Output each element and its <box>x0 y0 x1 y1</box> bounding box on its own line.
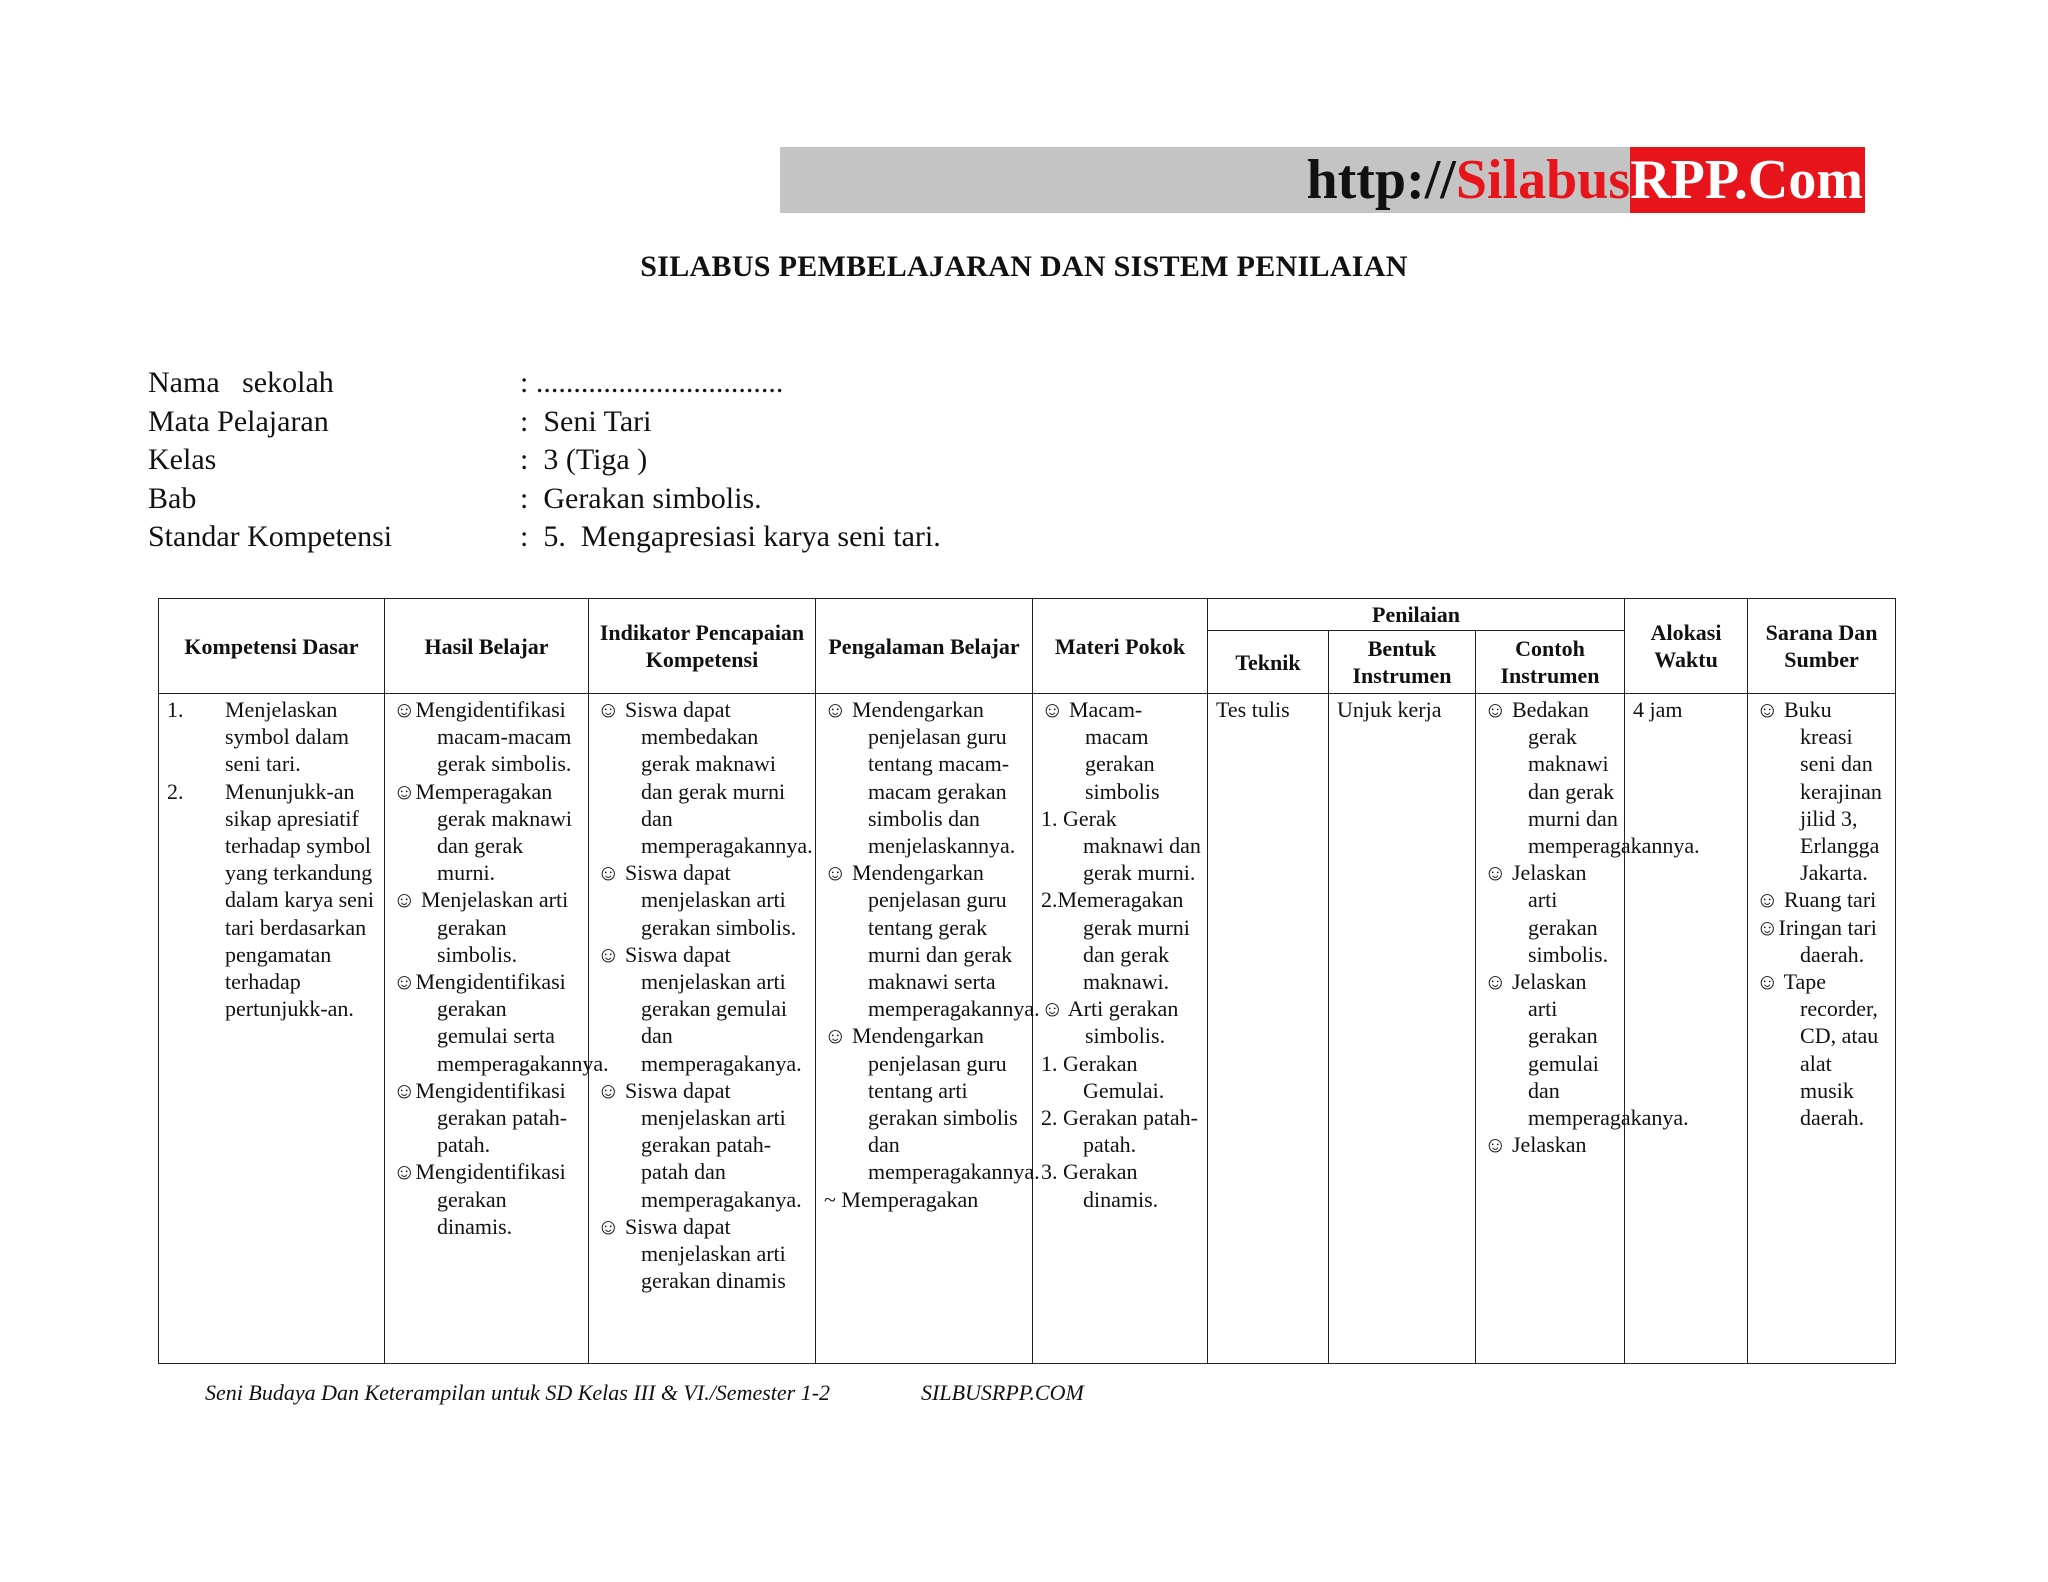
item-text: Mengidentifikasi gerakan dinamis. <box>415 1159 566 1239</box>
item-text: Macam-macam gerakan simbolis <box>1068 697 1160 804</box>
item-text: Siswa dapat menjelaskan arti gerakan gemulai dan memperagakanya. <box>624 941 802 1076</box>
item-text: Siswa dapat membedakan gerak maknawi dan gerak murni dan memperagakannya. <box>624 697 813 859</box>
list-item <box>1484 968 1689 1131</box>
item-text: Siswa dapat menjelaskan arti gerakan patah-patah dan memperagakanya. <box>624 1077 802 1212</box>
smiley-icon: ☺ <box>1756 914 1779 940</box>
list-item <box>824 1022 1040 1185</box>
item-text: Mengidentifikasi gerakan gemulai serta memperagakannya. <box>415 969 609 1076</box>
smiley-icon: ☺ <box>393 1077 416 1103</box>
smiley-icon: ☺ <box>1484 860 1507 886</box>
list-item <box>1484 859 1618 968</box>
footer-subject: Seni Budaya Dan Keterampilan untuk SD Kelas III & VI./Semester 1-2 <box>205 1380 831 1405</box>
meta-row-bab <box>148 482 941 521</box>
smiley-icon: ☺ <box>1484 969 1507 995</box>
list-item <box>1041 995 1201 1049</box>
smiley-icon: ☺ <box>393 887 416 913</box>
list-item <box>597 696 813 859</box>
list-item <box>1484 1131 1618 1158</box>
meta-value: : Gerakan simbolis. <box>520 481 762 515</box>
cell-kompetensi-dasar <box>159 694 385 1364</box>
header-bentuk-instrumen: Bentuk Instrumen <box>1329 631 1476 694</box>
smiley-icon: ☺ <box>824 697 847 722</box>
list-item <box>393 1158 582 1240</box>
list-item <box>1756 696 1889 886</box>
list-item: 1. Gerak maknawi dan gerak murni. <box>1041 805 1201 886</box>
list-item: ~ Memperagakan <box>824 1186 979 1212</box>
item-text: Jelaskan <box>1511 1132 1587 1158</box>
item-text: Menjelaskan arti gerakan simbolis. <box>420 887 569 967</box>
meta-label: Standar Kompetensi <box>148 520 393 553</box>
item-text: Tape recorder, CD, atau alat musik daerah. <box>1783 969 1879 1131</box>
list-item <box>597 1077 809 1213</box>
list-item <box>393 1077 582 1159</box>
syllabus-table <box>158 598 1896 1364</box>
item-text: Memperagakan gerak maknawi dan gerak murni. <box>415 778 572 886</box>
item-number: 2. <box>167 778 184 804</box>
meta-label: Bab <box>148 481 197 515</box>
header-indikator: Indikator Pencapaian Kompetensi <box>589 599 816 694</box>
cell-bentuk-instrumen: Unjuk kerja <box>1329 694 1476 1364</box>
smiley-icon: ☺ <box>393 697 416 722</box>
smiley-icon: ☺ <box>597 1213 620 1239</box>
header-alokasi-waktu: Alokasi Waktu <box>1625 599 1748 694</box>
cell-teknik: Tes tulis <box>1208 694 1329 1364</box>
list-item <box>393 778 582 887</box>
item-text: Buku kreasi seni dan kerajinan jilid 3, Erlangga Jakarta. <box>1784 697 1882 886</box>
meta-value: : Seni Tari <box>520 404 652 438</box>
item-text: Siswa dapat menjelaskan arti gerakan dinamis <box>624 1213 786 1294</box>
smiley-icon: ☺ <box>1756 697 1779 722</box>
list-item <box>393 968 609 1077</box>
document-meta <box>148 366 941 559</box>
list-item <box>1041 696 1201 805</box>
list-item: 2.Memeragakan gerak murni dan gerak maknawi. <box>1041 887 1190 995</box>
list-item <box>1756 886 1889 913</box>
cell-materi-pokok <box>1033 694 1208 1364</box>
smiley-icon: ☺ <box>1756 969 1779 995</box>
cell-alokasi-waktu: 4 jam <box>1625 694 1748 1364</box>
list-item: 2. Gerakan patah-patah. <box>1041 1105 1198 1158</box>
list-item <box>167 696 378 778</box>
header-kompetensi-dasar: Kompetensi Dasar <box>159 599 385 694</box>
list-item <box>393 886 582 968</box>
meta-row-mapel <box>148 405 941 444</box>
header-contoh-instrumen: Contoh Instrumen <box>1476 631 1625 694</box>
site-url[interactable] <box>1306 147 1865 213</box>
meta-value: : 3 (Tiga ) <box>520 443 648 476</box>
item-text: Arti gerakan simbolis. <box>1067 996 1179 1049</box>
meta-label: Mata Pelajaran <box>148 404 329 438</box>
footer-site: SILBUSRPP.COM <box>921 1380 1084 1405</box>
site-banner <box>780 147 1865 213</box>
item-text: Menjelaskan symbol dalam seni tari. <box>225 697 350 777</box>
cell-sarana-sumber <box>1748 694 1896 1364</box>
smiley-icon: ☺ <box>597 941 620 967</box>
list-item <box>167 778 378 1023</box>
cell-hasil-belajar <box>385 694 609 1364</box>
item-text: Mengidentifikasi gerakan patah-patah. <box>415 1077 568 1158</box>
header-materi-pokok: Materi Pokok <box>1033 599 1208 694</box>
smiley-icon: ☺ <box>597 697 620 722</box>
list-item <box>824 859 1040 1022</box>
list-item: 3. Gerakan dinamis. <box>1041 1159 1159 1212</box>
cell-indikator <box>589 694 816 1364</box>
list-item <box>597 941 809 1077</box>
header-hasil-belajar: Hasil Belajar <box>385 599 589 694</box>
meta-value: : ................................. <box>520 366 784 399</box>
item-text: Bedakan gerak maknawi dan gerak murni dan memperagakannya. <box>1511 697 1700 859</box>
smiley-icon: ☺ <box>1041 697 1064 722</box>
header-pengalaman-belajar: Pengalaman Belajar <box>816 599 1033 694</box>
url-rpp: RPP.Com <box>1630 149 1863 211</box>
smiley-icon: ☺ <box>393 778 416 804</box>
meta-row-sk <box>148 520 941 559</box>
smiley-icon: ☺ <box>393 969 416 995</box>
item-number: 1. <box>167 697 184 722</box>
list-item <box>1756 968 1889 1131</box>
item-text: Siswa dapat menjelaskan arti gerakan simbolis. <box>624 860 797 940</box>
item-text: Ruang tari <box>1784 887 1877 913</box>
meta-label: Kelas <box>148 443 217 476</box>
smiley-icon: ☺ <box>824 860 847 886</box>
smiley-icon: ☺ <box>1041 996 1064 1022</box>
item-text: Iringan tari daerah. <box>1778 914 1877 967</box>
header-penilaian: Penilaian <box>1208 599 1625 631</box>
smiley-icon: ☺ <box>1756 887 1779 913</box>
smiley-icon: ☺ <box>824 1023 847 1049</box>
list-item: 1. Gerakan Gemulai. <box>1041 1050 1165 1103</box>
header-teknik: Teknik <box>1208 631 1329 694</box>
url-protocol: http:// <box>1306 149 1456 211</box>
smiley-icon: ☺ <box>393 1159 416 1185</box>
list-item <box>824 696 1026 859</box>
smiley-icon: ☺ <box>597 860 620 886</box>
smiley-icon: ☺ <box>1484 697 1507 722</box>
header-sarana-sumber: Sarana Dan Sumber <box>1748 599 1896 694</box>
smiley-icon: ☺ <box>597 1077 620 1103</box>
document-title: SILABUS PEMBELAJARAN DAN SISTEM PENILAIAN <box>640 250 1408 283</box>
list-item <box>597 859 809 941</box>
list-item <box>597 1213 809 1295</box>
item-text: Jelaskan arti gerakan gemulai dan memperagakanya. <box>1511 969 1689 1131</box>
meta-row-kelas <box>148 443 941 482</box>
meta-value: : 5. Mengapresiasi karya seni tari. <box>520 520 941 553</box>
item-text: Jelaskan arti gerakan simbolis. <box>1511 860 1609 967</box>
cell-pengalaman-belajar <box>816 694 1040 1364</box>
smiley-icon: ☺ <box>1484 1132 1507 1158</box>
page-footer <box>205 1380 1084 1406</box>
item-text: Menunjukk-an sikap apresiatif terhadap symbol yang terkandung dalam karya seni tari berdasarkan pengamatan terhadap pertunjukk-an. <box>225 778 375 1022</box>
item-text: Mendengarkan penjelasan guru tentang macam-macam gerakan simbolis dan menjelaskannya. <box>851 697 1016 859</box>
meta-row-sekolah <box>148 366 941 405</box>
item-text: Mendengarkan penjelasan guru tentang gerak murni dan gerak maknawi serta memperagakannya. <box>851 860 1040 1022</box>
item-text: Mengidentifikasi macam-macam gerak simbolis. <box>415 697 572 777</box>
item-text: Mendengarkan penjelasan guru tentang arti gerakan simbolis dan memperagakannya. <box>851 1023 1040 1185</box>
list-item <box>1756 914 1889 968</box>
url-silabus: Silabus <box>1455 149 1631 211</box>
list-item <box>393 696 582 778</box>
meta-label: Nama sekolah <box>148 366 334 399</box>
